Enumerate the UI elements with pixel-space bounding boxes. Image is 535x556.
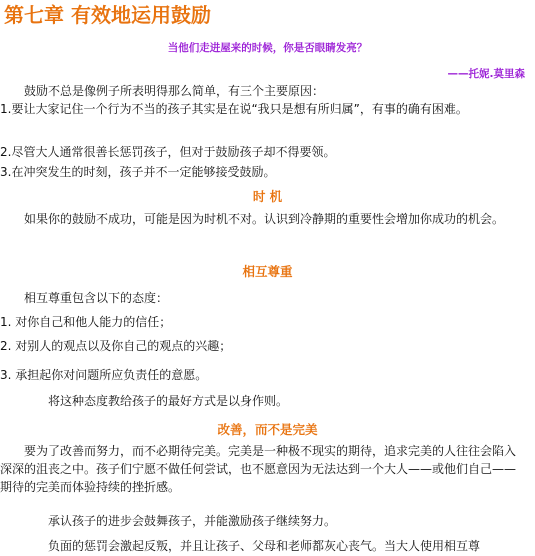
intro-paragraph: 鼓励不总是像例子所表明得那么简单，有三个主要原因：: [24, 84, 325, 98]
reason-item-3: 3.在冲突发生的时刻，孩子并不一定能够接受鼓励。: [0, 165, 276, 179]
epigraph-attribution: ——托妮.莫里森: [447, 68, 525, 80]
respect-item-3: 3. 承担起你对问题所应负责任的意愿。: [0, 368, 208, 382]
section-heading-timing: 时 机: [252, 189, 283, 204]
improve-line-2: 承认孩子的进步会鼓舞孩子，并能激励孩子继续努力。: [48, 514, 337, 528]
section-heading-improve: 改善，而不是完美: [217, 422, 318, 437]
reason-item-2: 2.尽管大人通常很善长惩罚孩子，但对于鼓励孩子却不得要领。: [0, 145, 336, 159]
epigraph-quote: 当他们走进屋来的时候，你是否眼睛发亮？: [167, 42, 368, 54]
respect-item-2: 2. 对别人的观点以及你自己的观点的兴趣；: [0, 339, 232, 353]
improve-paragraph: 要为了改善而努力，而不必期待完美。完美是一种极不现实的期待，追求完美的人往往会陷入深深的沮丧之中。孩子们宁愿不做任何尝试，也不愿意因为无法达到一个大人——或他们自己——期待的完美而体验持续的挫折感。: [0, 444, 517, 494]
respect-intro: 相互尊重包含以下的态度：: [24, 291, 169, 305]
timing-paragraph: 如果你的鼓励不成功，可能是因为时机不对。认识到冷静期的重要性会增加你成功的机会。: [24, 212, 505, 226]
respect-closing: 将这种态度教给孩子的最好方式是以身作则。: [48, 394, 289, 408]
respect-item-1: 1. 对你自己和他人能力的信任；: [0, 315, 172, 329]
reason-item-1: 1.要让大家记住一个行为不当的孩子其实是在说“我只是想有所归属”，有事的确有困难。: [0, 102, 468, 116]
section-heading-respect: 相互尊重: [242, 264, 293, 279]
chapter-title: 第七章 有效地运用鼓励: [4, 3, 211, 27]
improve-line-3: 负面的惩罚会激起反叛，并且让孩子、父母和老师都灰心丧气。当大人使用相互尊: [48, 539, 481, 553]
